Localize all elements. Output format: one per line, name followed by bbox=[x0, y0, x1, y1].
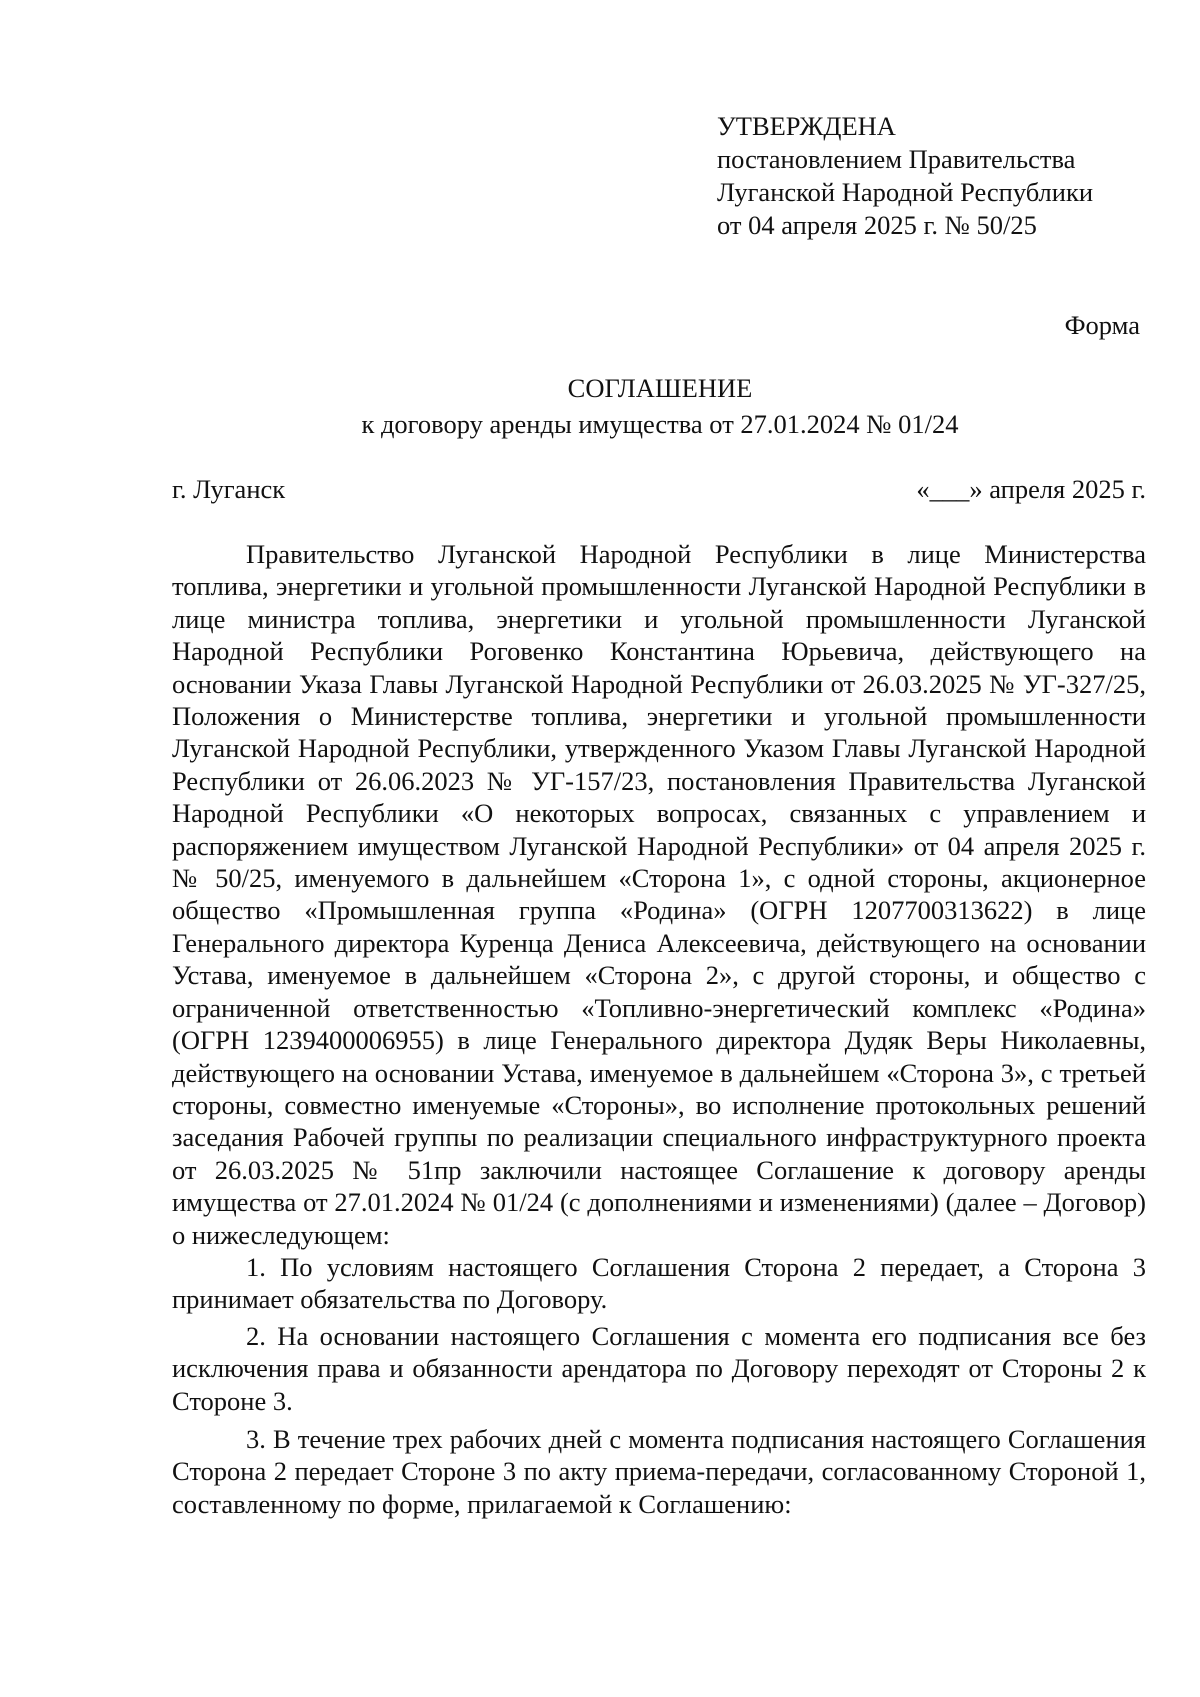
date-of-signing: «___» апреля 2025 г. bbox=[916, 474, 1146, 504]
agreement-body bbox=[172, 538, 1146, 1520]
approval-line: Луганской Народной Республики bbox=[717, 177, 1094, 207]
approval-line: постановлением Правительства bbox=[717, 144, 1076, 174]
approval-date-line: от 04 апреля 2025 г. № 50/25 bbox=[717, 210, 1037, 240]
clause-1: 1. По условиям настоящего Соглашения Сторона 2 передает, а Сторона 3 принимает обязательства по Договору. bbox=[172, 1251, 1146, 1315]
document-title: СОГЛАШЕНИЕ bbox=[567, 373, 753, 403]
intro-paragraph: Правительство Луганской Народной Республики в лице Министерства топлива, энергетики и угольной промышленности Луганской Народной Республики в лице министра топлива, энергетики и угольной промышленности Луганской Народной Республики Роговенко Константина Юрьевича, действующего на основании Указа Главы Луганской Народной Республики от 26.03.2025 № УГ-327/25, Положения о Министерстве топлива, энергетики и угольной промышленности Луганской Народной Республики, утвержденного Указом Главы Луганской Народной Республики от 26.06.2023 № УГ-157/23, постановления Правительства Луганской Народной Республики «О некоторых вопросах, связанных с управлением и распоряжением имуществом Луганской Народной Республики» от 04 апреля 2025 г. № 50/25, именуемого в дальнейшем «Сторона 1», с одной стороны, акционерное общество «Промышленная группа «Родина» (ОГРН 1207700313622) в лице Генерального директора Куренца Дениса Алексеевича, действующего на основании Устава, именуемое в дальнейшем «Сторона 2», с другой стороны, и общество с ограниченной ответственностью «Топливно-энергетический комплекс «Родина» (ОГРН 1239400006955) в лице Генерального директора Дудяк Веры Николаевны, действующего на основании Устава, именуемое в дальнейшем «Сторона 3», с третьей стороны, совместно именуемые «Стороны», во исполнение протокольных решений заседания Рабочей группы по реализации специального инфраструктурного проекта от 26.03.2025 № 51пр заключили настоящее Соглашение к договору аренды имущества от 27.01.2024 № 01/24 (с дополнениями и изменениями) (далее – Договор) о нижеследующем: bbox=[172, 539, 1146, 1250]
approval-stamp bbox=[717, 110, 1177, 242]
clause-2: 2. На основании настоящего Соглашения с момента его подписания все без исключения права и обязанности арендатора по Договору переходят от Стороны 2 к Стороне 3. bbox=[172, 1320, 1146, 1416]
approval-heading: УТВЕРЖДЕНА bbox=[717, 111, 896, 141]
document-subtitle: к договору аренды имущества от 27.01.2024 № 01/24 bbox=[361, 409, 959, 439]
clause-3: 3. В течение трех рабочих дней с момента подписания настоящего Соглашения Сторона 2 передает Стороне 3 по акту приема-передачи, согласованному Стороной 1, составленному по форме, прилагаемой к Соглашению: bbox=[172, 1423, 1146, 1519]
place-of-signing: г. Луганск bbox=[172, 474, 286, 504]
form-label: Форма bbox=[1064, 310, 1140, 340]
